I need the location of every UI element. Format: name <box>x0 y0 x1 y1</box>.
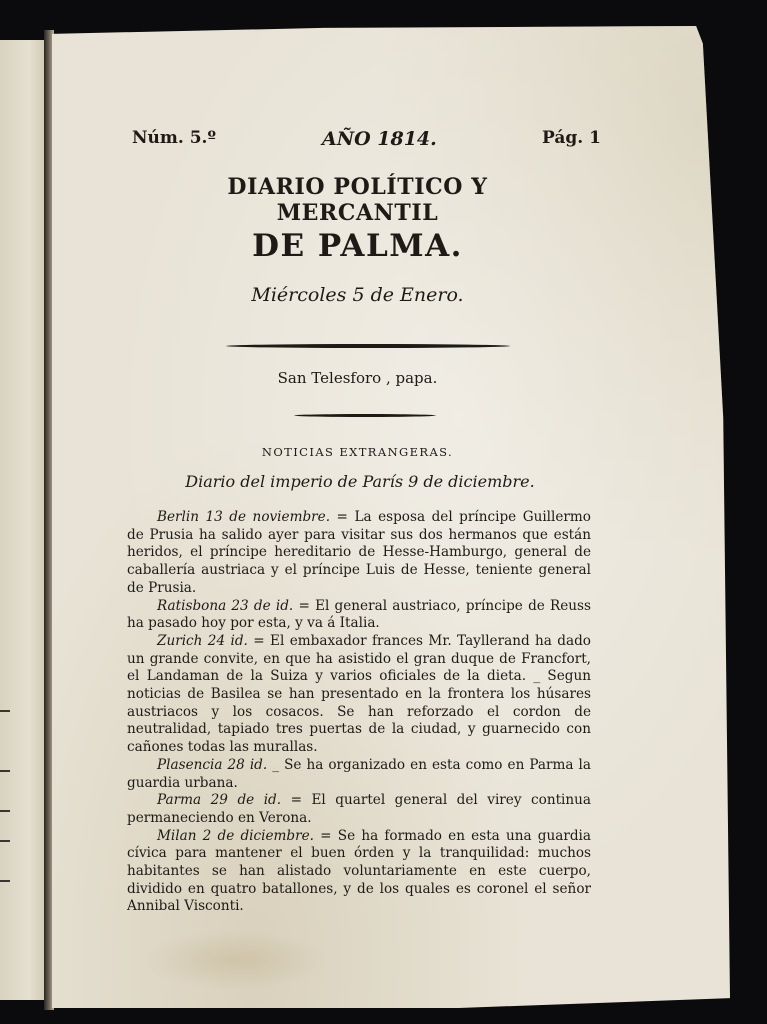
news-item-dateline: Parma 29 de id. <box>157 792 282 809</box>
news-item-dateline: Zurich 24 id. <box>157 632 248 649</box>
news-item-text: = El quartel general del virey continua permaneciendo en Verona. <box>127 792 592 826</box>
news-item-text: = El embaxador frances Mr. Tayllerand ha dado un grande convite, en que ha asistido el gran duque de Francfort, el Landaman de la Suiza y varios oficiales de la dieta. _ Segun noticias de Basilea se han presentado en la frontera los húsares austriacos y los cosacos. Se han reforzado el cordon de neutralidad, tapiado tres puertas de la ciudad, y guarnecido con cañones todas las murallas. <box>127 632 591 756</box>
saint-of-day: San Telesforo , papa. <box>277 369 438 387</box>
news-item-dateline: Ratisbona 23 de id. <box>157 597 294 614</box>
decorative-rule-short <box>294 414 436 417</box>
decorative-rule <box>226 344 510 348</box>
news-item <box>127 633 591 757</box>
news-item-dateline: Plasencia 28 id. <box>157 756 268 773</box>
section-heading: NOTICIAS EXTRANGERAS. <box>261 445 454 459</box>
news-item-text: = El general austriaco, príncipe de Reuss ha pasado hoy por esta, y va á Italia. <box>127 597 592 632</box>
page-number: Pág. 1 <box>542 128 601 148</box>
news-item-text: = Se ha formado en esta una guardia cívica para mantener el buen órden y la tranquilidad: muchos habitantes se han alistado voluntariamente en este cuerpo, dividido en quatro batallones, y de los quales es coronel el señor Annibal Visconti. <box>127 827 591 915</box>
article-source-heading: Diario del imperio de París 9 de diciembre. <box>185 472 535 491</box>
issue-number: Núm. 5.º <box>132 128 216 148</box>
news-item <box>127 757 591 792</box>
news-item <box>127 509 591 598</box>
news-item-dateline: Berlin 13 de noviembre. <box>157 509 331 525</box>
article-body <box>127 509 591 916</box>
masthead-line-2: DE PALMA. <box>252 228 463 264</box>
news-item-text: _ Se ha organizado en esta como en Parma la guardia urbana. <box>127 756 591 791</box>
news-item <box>127 598 591 633</box>
news-item <box>127 792 591 827</box>
news-item-text: = La esposa del príncipe Guillermo de Prusia ha salido ayer para visitar sus dos hermanos que están heridos, el príncipe hereditario de Hesse-Hamburgo, general de caballería austriaca y el príncipe Luis de Hesse, teniente general de Prusia. <box>127 509 591 596</box>
masthead-line-1 <box>0 174 730 226</box>
issue-year: AÑO 1814. <box>322 128 437 150</box>
masthead-line-1-text: DIARIO POLÍTICO Y MERCANTIL <box>227 174 488 226</box>
news-item <box>127 828 591 917</box>
issue-date: Miércoles 5 de Enero. <box>251 284 464 306</box>
news-item-dateline: Milan 2 de diciembre. <box>157 827 314 844</box>
